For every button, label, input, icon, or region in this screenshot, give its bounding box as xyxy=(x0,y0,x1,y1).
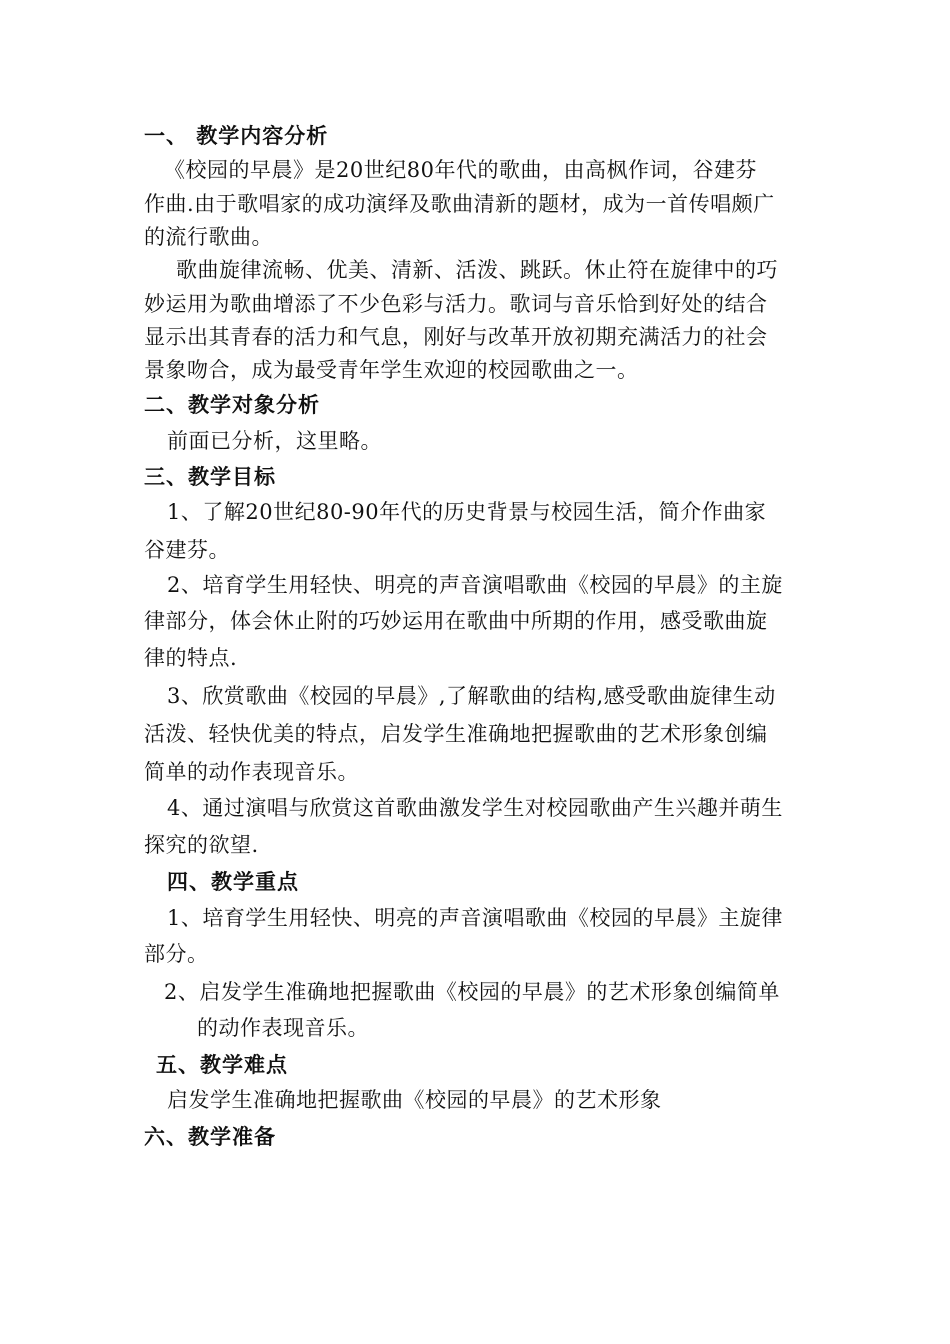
section-1-heading: 一、 教学内容分析 xyxy=(144,124,329,148)
paragraph-line: 的流行歌曲。 xyxy=(144,225,273,249)
list-item-line: 简单的动作表现音乐。 xyxy=(144,760,359,784)
list-item-line: 律的特点. xyxy=(144,646,238,670)
section-5-heading: 五、教学难点 xyxy=(156,1053,288,1077)
list-item-line: 1、培育学生用轻快、明亮的声音演唱歌曲《校园的早晨》主旋律 xyxy=(167,906,783,930)
list-item-line: 部分。 xyxy=(144,942,209,966)
paragraph-line: 景象吻合，成为最受青年学生欢迎的校园歌曲之一。 xyxy=(144,358,639,382)
paragraph-line: 作曲.由于歌唱家的成功演绎及歌曲清新的题材，成为一首传唱颇广 xyxy=(144,192,775,216)
paragraph-line: 妙运用为歌曲增添了不少色彩与活力。歌词与音乐恰到好处的结合 xyxy=(144,292,768,316)
section-4-heading: 四、教学重点 xyxy=(167,870,299,894)
list-item-line: 4、通过演唱与欣赏这首歌曲激发学生对校园歌曲产生兴趣并萌生 xyxy=(167,796,783,820)
list-item-line: 探究的欲望. xyxy=(144,833,259,857)
paragraph-line: 前面已分析，这里略。 xyxy=(167,429,382,453)
list-item-line: 1、了解20世纪80-90年代的历史背景与校园生活，简介作曲家 xyxy=(167,500,767,524)
list-item-line: 3、欣赏歌曲《校园的早晨》,了解歌曲的结构,感受歌曲旋律生动 xyxy=(167,684,776,708)
section-6-heading: 六、教学准备 xyxy=(144,1125,276,1149)
paragraph-line: 显示出其青春的活力和气息，刚好与改革开放初期充满活力的社会 xyxy=(144,325,768,349)
section-2-heading: 二、教学对象分析 xyxy=(144,393,320,417)
list-item-line: 的动作表现音乐。 xyxy=(197,1016,369,1040)
list-item-line: 谷建芬。 xyxy=(144,538,230,562)
list-item-line: 2、培育学生用轻快、明亮的声音演唱歌曲《校园的早晨》的主旋 xyxy=(167,573,783,597)
list-item-line: 2、启发学生准确地把握歌曲《校园的早晨》的艺术形象创编简单 xyxy=(164,980,780,1004)
paragraph-line: 启发学生准确地把握歌曲《校园的早晨》的艺术形象 xyxy=(167,1088,662,1112)
paragraph-line: 《校园的早晨》是20世纪80年代的歌曲，由高枫作词，谷建芬 xyxy=(164,158,757,182)
paragraph-line: 歌曲旋律流畅、优美、清新、活泼、跳跃。休止符在旋律中的巧 xyxy=(176,258,778,282)
list-item-line: 律部分，体会休止附的巧妙运用在歌曲中所期的作用，感受歌曲旋 xyxy=(144,609,768,633)
list-item-line: 活泼、轻快优美的特点，启发学生准确地把握歌曲的艺术形象创编 xyxy=(144,722,768,746)
section-3-heading: 三、教学目标 xyxy=(144,465,276,489)
